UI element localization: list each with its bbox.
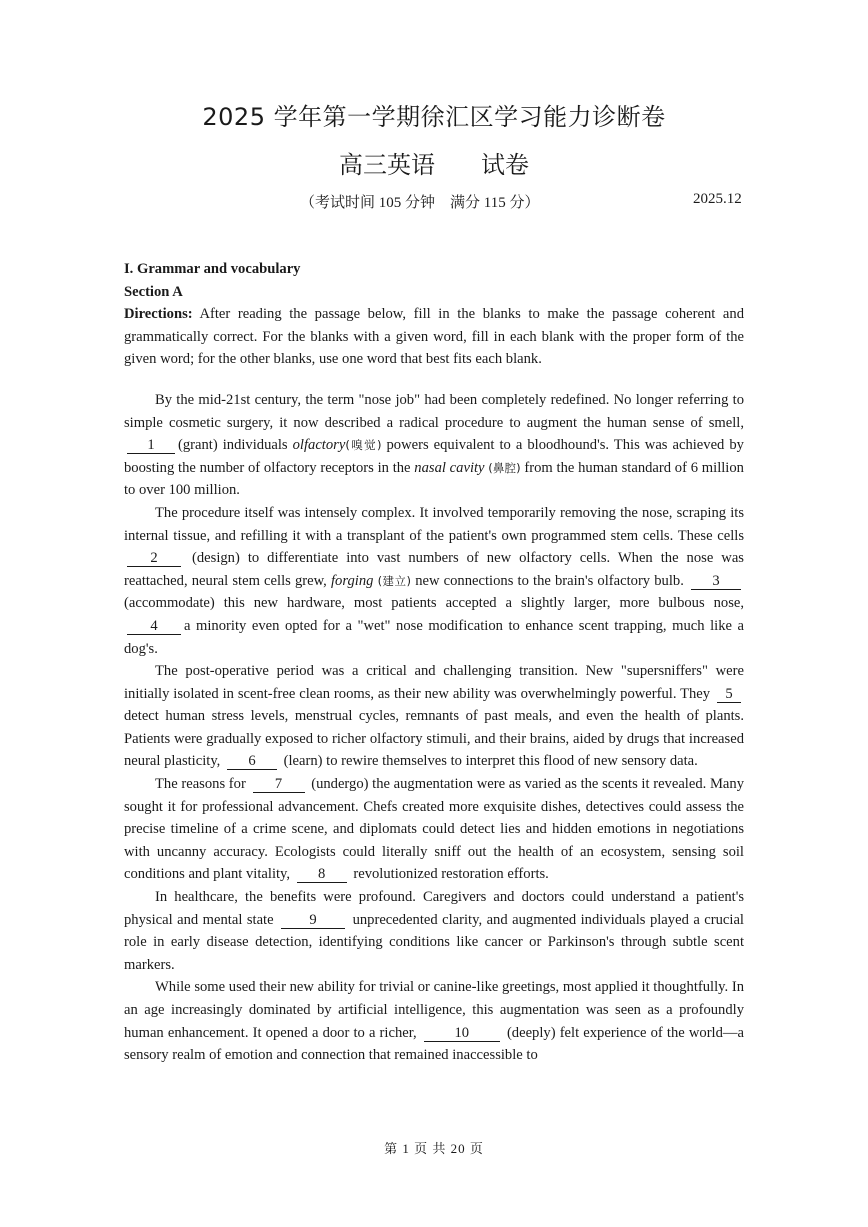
blank-2[interactable]: 2: [127, 550, 181, 567]
directions-label: Directions:: [124, 306, 193, 323]
blank-3[interactable]: 3: [691, 573, 741, 590]
directions-text: After reading the passage below, fill in the blanks to make the passage coherent and grammatically correct. For the blanks with a given word, fill in each blank with the proper form of the given word; for the other blanks, use one word that best fits each blank.: [124, 306, 744, 368]
exam-title: 2025 学年第一学期徐汇区学习能力诊断卷: [202, 103, 666, 131]
passage-text: The post-operative period was a critical and challenging transition. New "supersniffers" were initially isolated in scent-free clean rooms, as their new ability was overwhelmingly powerful. They: [124, 663, 744, 702]
passage-text: The procedure itself was intensely complex. It involved temporarily removing the nose, scraping its internal tissue, and refilling it with a transplant of the patient's own programmed stem cells. These cells: [124, 504, 744, 544]
term-nasal-cavity: nasal cavity: [414, 459, 485, 476]
paper-type-label: 试卷: [481, 151, 529, 179]
passage-text: While some used their new ability for trivial or canine-like greetings, most applied it thoughtfully. In an age increasingly dominated by artificial intelligence, this augmentation was seen as a profoundly human enhancement. It opened a door to a richer,: [124, 979, 744, 1041]
passage-text: powers equivalent to a bloodhound's. This was achieved by boosting the number of olfactory receptors in the: [124, 437, 744, 476]
passage-text: from the human standard of 6 million to over 100 million.: [124, 459, 744, 499]
passage-text: new connections to the brain's olfactory bulb.: [415, 572, 684, 589]
passage-text: In healthcare, the benefits were profound. Caregivers and doctors could understand a patient's physical and mental state: [124, 889, 744, 928]
part-title: I. Grammar and vocabulary: [124, 261, 301, 277]
exam-date: 2025.12: [693, 191, 742, 207]
blank-4[interactable]: 4: [127, 618, 181, 635]
blank-5[interactable]: 5: [717, 686, 741, 703]
blank-1[interactable]: 1: [127, 437, 175, 454]
passage-text: (grant) individuals: [178, 437, 288, 454]
passage-text: (deeply) felt experience of the world—a sensory realm of emotion and connection that remained inaccessible to: [124, 1024, 744, 1064]
passage-text: unprecedented clarity, and augmented individuals played a crucial role in early disease detection, identifying conditions like cancer or Parkinson's through subtle scent markers.: [124, 911, 744, 973]
passage-paragraph-5: [124, 886, 744, 976]
exam-subtitle: [0, 145, 868, 180]
passage-paragraph-1: [124, 389, 744, 502]
passage-text: By the mid-21st century, the term "nose job" had been completely redefined. No longer referring to simple cosmetic surgery, it now described a radical procedure to augment the human sense of smell,: [124, 391, 744, 431]
passage-text: revolutionized restoration efforts.: [353, 866, 549, 883]
term-olfactory: olfactory: [292, 437, 346, 454]
exam-time-info: （考试时间 105 分钟 满分 115 分）: [300, 195, 540, 211]
page-number: 第 1 页 共 20 页: [384, 1141, 484, 1156]
subject-label: 高三英语: [339, 151, 435, 179]
blank-6[interactable]: 6: [227, 753, 277, 770]
directions: [124, 303, 744, 371]
blank-9[interactable]: 9: [281, 912, 345, 929]
passage-paragraph-2: [124, 502, 744, 660]
blank-10[interactable]: 10: [424, 1025, 500, 1042]
passage-text: detect human stress levels, menstrual cycles, remnants of past meals, and even the health of plants. Patients were gradually exposed to richer olfactory stimuli, and their brains, aided by drugs that increased neural plasticity,: [124, 708, 744, 770]
passage-text: (accommodate) this new hardware, most patients accepted a slightly larger, more bulbous nose,: [124, 595, 744, 612]
blank-7[interactable]: 7: [253, 776, 305, 793]
gloss-olfactory: (嗅觉): [345, 438, 382, 453]
gloss-forging: (建立): [377, 573, 412, 588]
passage-paragraph-3: [124, 660, 744, 773]
passage-text: The reasons for: [155, 776, 246, 793]
passage-text: (undergo) the augmentation were as varied as the scents it revealed. Many sought it for professional advancement. Chefs created more exquisite dishes, detectives could assess the precise timeline of a crime scene, and diplomats could detect lies and hidden emotions in negotiations with uncanny accuracy. Ecologists could literally sniff out the health of an ecosystem, sensing soil conditions and plant vitality,: [124, 776, 744, 883]
exam-content: [124, 258, 744, 1067]
term-forging: forging: [330, 572, 374, 589]
passage-text: (learn) to rewire themselves to interpret this flood of new sensory data.: [283, 753, 698, 770]
blank-8[interactable]: 8: [297, 866, 347, 883]
gloss-nasal-cavity: (鼻腔): [488, 460, 521, 475]
passage-text: (design) to differentiate into vast numbers of new olfactory cells. When the nose was reattached, neural stem cells grew,: [124, 550, 744, 589]
passage-paragraph-4: [124, 773, 744, 886]
passage-paragraph-6: [124, 976, 744, 1066]
passage-text: a minority even opted for a "wet" nose modification to enhance scent trapping, much like a dog's.: [124, 617, 744, 657]
section-title: Section A: [124, 283, 183, 300]
